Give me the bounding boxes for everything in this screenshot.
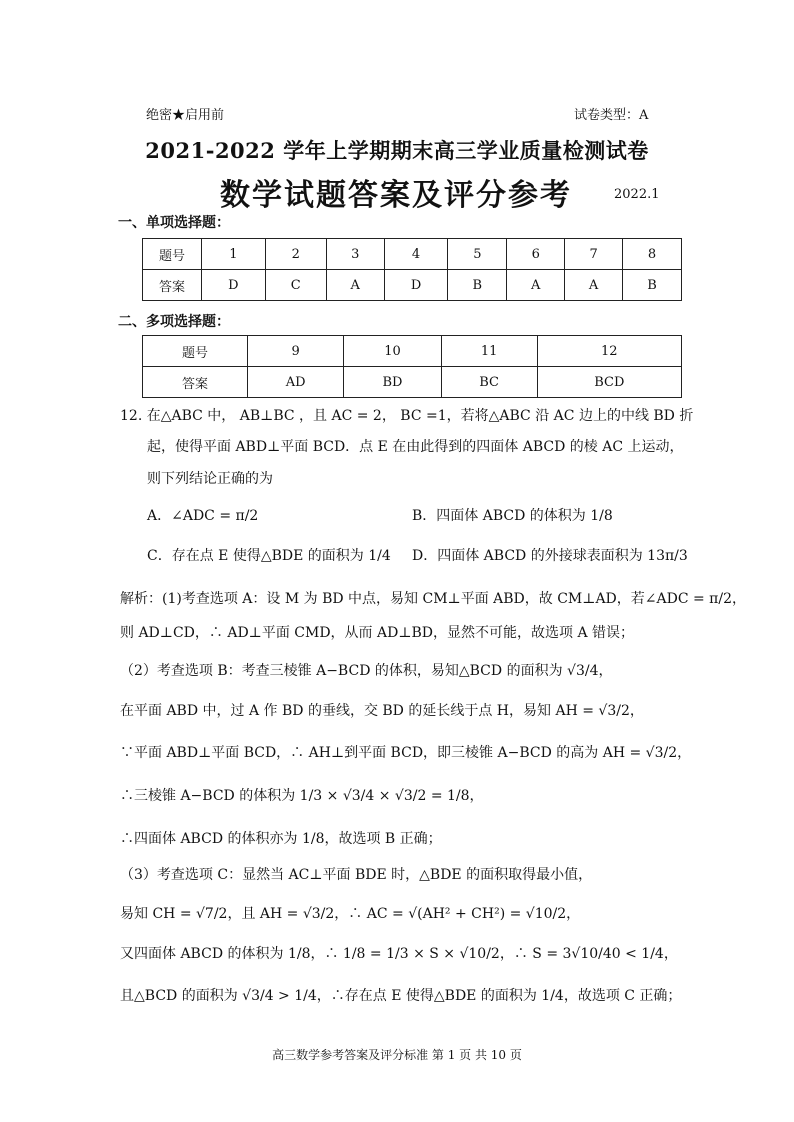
table-cell: 1 <box>202 239 266 270</box>
table-row <box>143 336 682 367</box>
multi-choice-table <box>142 335 682 398</box>
table-cell: 2 <box>265 239 326 270</box>
q12-line-1: 12. 在△ABC 中， AB⊥BC ，且 AC = 2， BC =1，若将△ABC 沿 AC 边上的中线 BD 折 <box>120 408 694 424</box>
solution-line-7: ∴四面体 ABCD 的体积亦为 1/8，故选项 B 正确； <box>120 831 442 847</box>
table-row <box>143 270 682 301</box>
q12-option-c: C．存在点 E 使得△BDE 的面积为 1/4 <box>147 548 391 564</box>
doc-title: 数学试题答案及评分参考 <box>220 178 572 213</box>
table-cell: 6 <box>507 239 565 270</box>
section2-title: 二、多项选择题： <box>118 314 230 330</box>
row-label-answer: 答案 <box>143 367 248 398</box>
table-cell: 12 <box>537 336 681 367</box>
q12-line-2: 起，使得平面 ABD⊥平面 BCD．点 E 在由此得到的四面体 ABCD 的棱 AC 上运动， <box>147 439 684 455</box>
table-cell: 8 <box>623 239 682 270</box>
q12-option-b: B．四面体 ABCD 的体积为 1/8 <box>412 508 613 524</box>
solution-line-8: （3）考查选项 C：显然当 AC⊥平面 BDE 时，△BDE 的面积取得最小值， <box>120 867 593 883</box>
section1-title: 一、单项选择题： <box>118 215 230 231</box>
exam-date: 2022.1 <box>614 187 660 202</box>
q12-line-3: 则下列结论正确的为 <box>147 471 273 487</box>
solution-line-6: ∴三棱锥 A−BCD 的体积为 1/3 × √3/4 × √3/2 = 1/8， <box>120 788 484 804</box>
table-cell: BD <box>344 367 441 398</box>
solution-line-1: 解析：(1)考查选项 A：设 M 为 BD 中点，易知 CM⊥平面 ABD，故 CM⊥AD，若∠ADC = π/2， <box>120 591 747 607</box>
table-cell: A <box>326 270 384 301</box>
row-label-question: 题号 <box>143 336 248 367</box>
table-cell: BCD <box>537 367 681 398</box>
q12-option-d: D．四面体 ABCD 的外接球表面积为 13π/3 <box>412 548 688 564</box>
row-label-question: 题号 <box>143 239 202 270</box>
table-cell: A <box>507 270 565 301</box>
table-cell: AD <box>248 367 344 398</box>
solution-line-2: 则 AD⊥CD，∴ AD⊥平面 CMD，从而 AD⊥BD，显然不可能，故选项 A 错误； <box>120 625 635 641</box>
table-row <box>143 239 682 270</box>
row-label-answer: 答案 <box>143 270 202 301</box>
solution-line-5: ∵平面 ABD⊥平面 BCD，∴ AH⊥到平面 BCD，即三棱锥 A−BCD 的高为 AH = √3/2， <box>120 745 692 761</box>
table-cell: 7 <box>565 239 623 270</box>
exam-title: 2021-2022 学年上学期期末高三学业质量检测试卷 <box>145 138 649 163</box>
q12-option-a: A．∠ADC = π/2 <box>147 508 259 524</box>
solution-line-4: 在平面 ABD 中，过 A 作 BD 的垂线，交 BD 的延长线于点 H，易知 AH = √3/2， <box>120 703 644 719</box>
page-footer: 高三数学参考答案及评分标准 第 1 页 共 10 页 <box>272 1048 522 1062</box>
table-cell: B <box>448 270 507 301</box>
table-cell: 10 <box>344 336 441 367</box>
table-cell: 11 <box>441 336 537 367</box>
table-cell: 4 <box>384 239 448 270</box>
solution-line-11: 且△BCD 的面积为 √3/4 > 1/4，∴存在点 E 使得△BDE 的面积为 1/4，故选项 C 正确； <box>120 988 682 1004</box>
single-choice-table <box>142 238 682 301</box>
table-cell: D <box>384 270 448 301</box>
table-row <box>143 367 682 398</box>
table-cell: B <box>623 270 682 301</box>
table-cell: D <box>202 270 266 301</box>
secret-label: 绝密★启用前 <box>146 108 225 123</box>
solution-line-3: （2）考查选项 B：考查三棱锥 A−BCD 的体积，易知△BCD 的面积为 √3/4， <box>120 663 613 679</box>
table-cell: A <box>565 270 623 301</box>
paper-type: 试卷类型：A <box>574 108 649 123</box>
table-cell: BC <box>441 367 537 398</box>
table-cell: 5 <box>448 239 507 270</box>
solution-line-10: 又四面体 ABCD 的体积为 1/8，∴ 1/8 = 1/3 × S × √10/2，∴ S = 3√10/40 < 1/4， <box>120 946 678 962</box>
table-cell: C <box>265 270 326 301</box>
table-cell: 9 <box>248 336 344 367</box>
solution-line-9: 易知 CH = √7/2，且 AH = √3/2，∴ AC = √(AH² + CH²) = √10/2， <box>120 906 581 922</box>
table-cell: 3 <box>326 239 384 270</box>
